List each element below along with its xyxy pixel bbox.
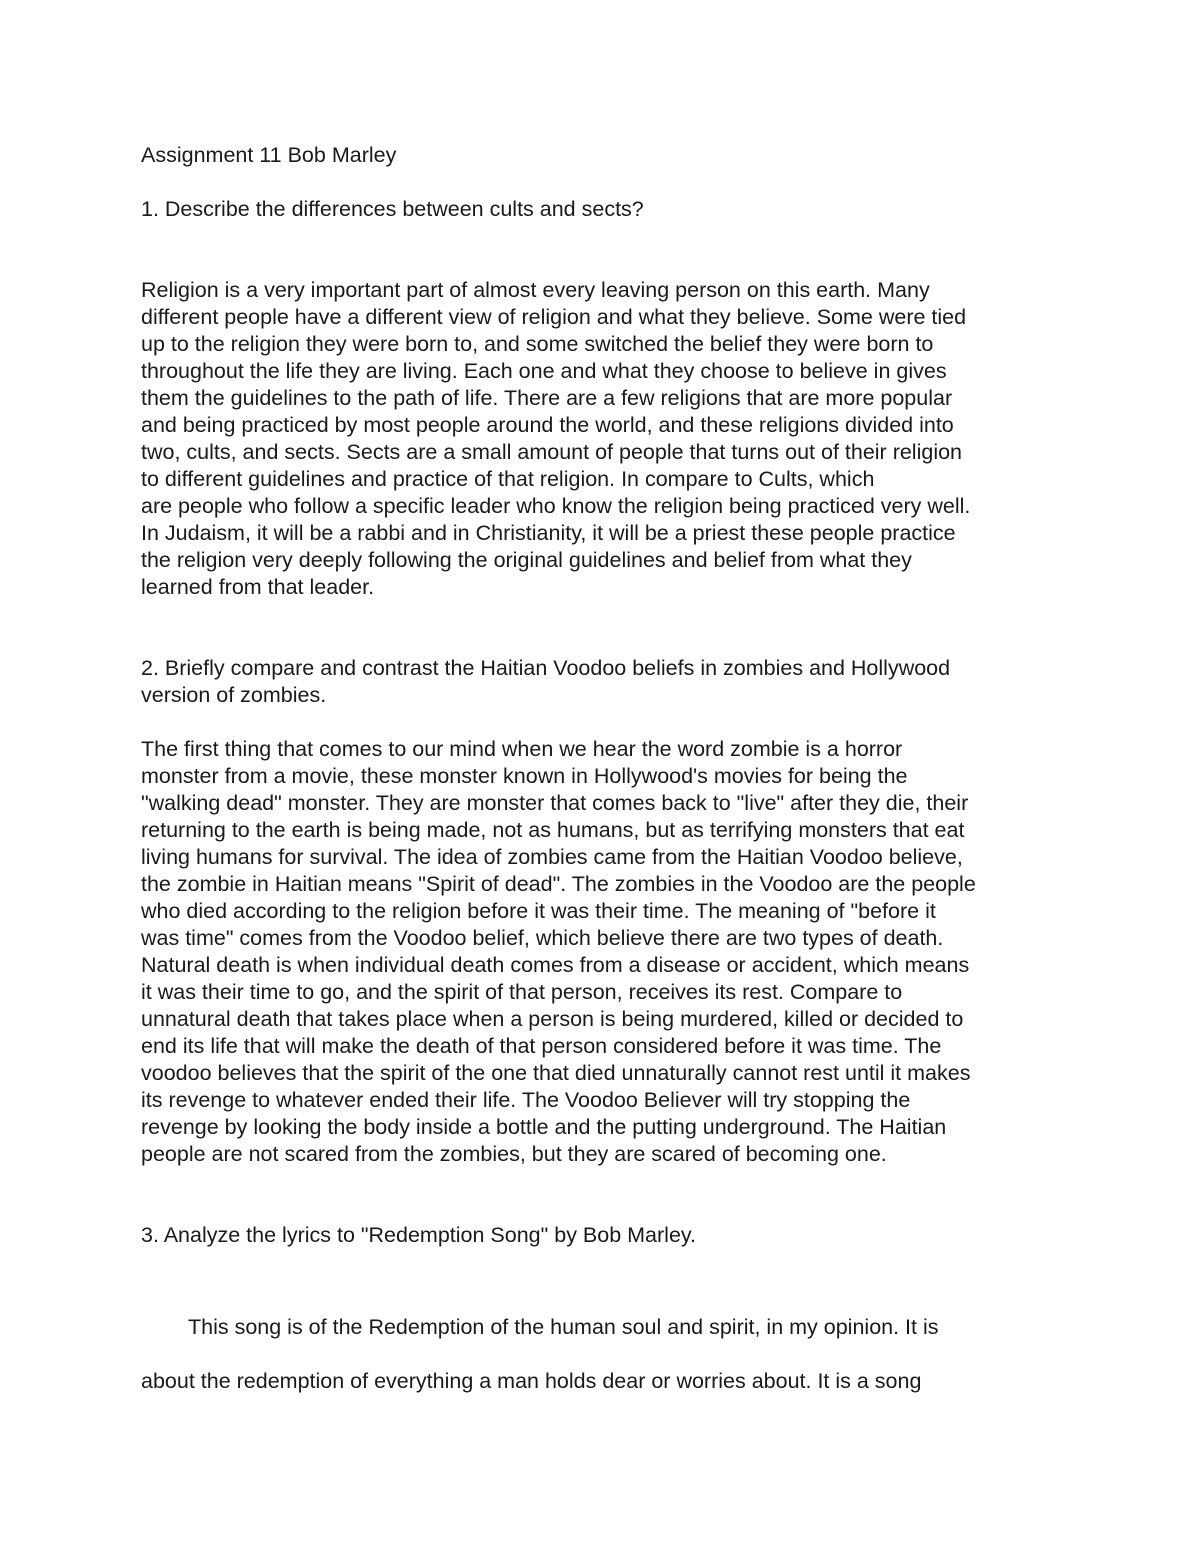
question-2-line: version of zombies. <box>141 683 327 707</box>
answer-2-line: its revenge to whatever ended their life. The Voodoo Believer will try stopping the <box>141 1088 911 1112</box>
answer-2-line: The first thing that comes to our mind when we hear the word zombie is a horror <box>141 737 903 761</box>
answer-3-line: This song is of the Redemption of the human soul and spirit, in my opinion. It is <box>188 1315 939 1339</box>
answer-2-line: who died according to the religion before it was their time. The meaning of "before it <box>141 899 936 923</box>
answer-2-line: living humans for survival. The idea of zombies came from the Haitian Voodoo believe, <box>141 845 963 869</box>
answer-1-line: the religion very deeply following the original guidelines and belief from what they <box>141 548 912 572</box>
answer-1-line: throughout the life they are living. Each one and what they choose to believe in gives <box>141 359 947 383</box>
answer-2-line: end its life that will make the death of that person considered before it was time. The <box>141 1034 942 1058</box>
answer-2-line: was time" comes from the Voodoo belief, which believe there are two types of death. <box>141 926 944 950</box>
answer-2-line: people are not scared from the zombies, but they are scared of becoming one. <box>141 1142 887 1166</box>
answer-1-line: them the guidelines to the path of life. There are a few religions that are more popular <box>141 386 953 410</box>
answer-3-line: about the redemption of everything a man holds dear or worries about. It is a song <box>141 1369 922 1393</box>
answer-2-line: Natural death is when individual death comes from a disease or accident, which means <box>141 953 970 977</box>
answer-2-line: revenge by looking the body inside a bottle and the putting underground. The Haitian <box>141 1115 947 1139</box>
document-title: Assignment 11 Bob Marley <box>141 143 397 167</box>
document-body <box>141 142 1061 1408</box>
answer-1-line: to different guidelines and practice of that religion. In compare to Cults, which <box>141 467 875 491</box>
answer-1-line: different people have a different view of religion and what they believe. Some were tied <box>141 305 967 329</box>
answer-2-line: unnatural death that takes place when a person is being murdered, killed or decided to <box>141 1007 964 1031</box>
question-2 <box>141 655 1061 709</box>
answer-1-line: In Judaism, it will be a rabbi and in Christianity, it will be a priest these people practice <box>141 521 956 545</box>
answer-3 <box>141 1300 1061 1408</box>
answer-1-line: are people who follow a specific leader who know the religion being practiced very well. <box>141 494 971 518</box>
question-1: 1. Describe the differences between cults and sects? <box>141 197 644 221</box>
answer-1 <box>141 277 1061 601</box>
answer-1-line: two, cults, and sects. Sects are a small amount of people that turns out of their religion <box>141 440 963 464</box>
question-3: 3. Analyze the lyrics to "Redemption Song" by Bob Marley. <box>141 1223 697 1247</box>
answer-2-line: voodoo believes that the spirit of the one that died unnaturally cannot rest until it makes <box>141 1061 971 1085</box>
answer-2 <box>141 736 1061 1168</box>
answer-1-line: Religion is a very important part of almost every leaving person on this earth. Many <box>141 278 930 302</box>
answer-2-line: returning to the earth is being made, not as humans, but as terrifying monsters that eat <box>141 818 965 842</box>
answer-1-line: learned from that leader. <box>141 575 375 599</box>
answer-2-line: it was their time to go, and the spirit of that person, receives its rest. Compare to <box>141 980 903 1004</box>
answer-1-line: up to the religion they were born to, and some switched the belief they were born to <box>141 332 934 356</box>
question-2-line: 2. Briefly compare and contrast the Haitian Voodoo beliefs in zombies and Hollywood <box>141 656 951 680</box>
answer-2-line: "walking dead" monster. They are monster that comes back to "live" after they die, their <box>141 791 969 815</box>
answer-1-line: and being practiced by most people around the world, and these religions divided into <box>141 413 954 437</box>
answer-2-line: the zombie in Haitian means "Spirit of dead". The zombies in the Voodoo are the people <box>141 872 976 896</box>
answer-2-line: monster from a movie, these monster known in Hollywood's movies for being the <box>141 764 908 788</box>
